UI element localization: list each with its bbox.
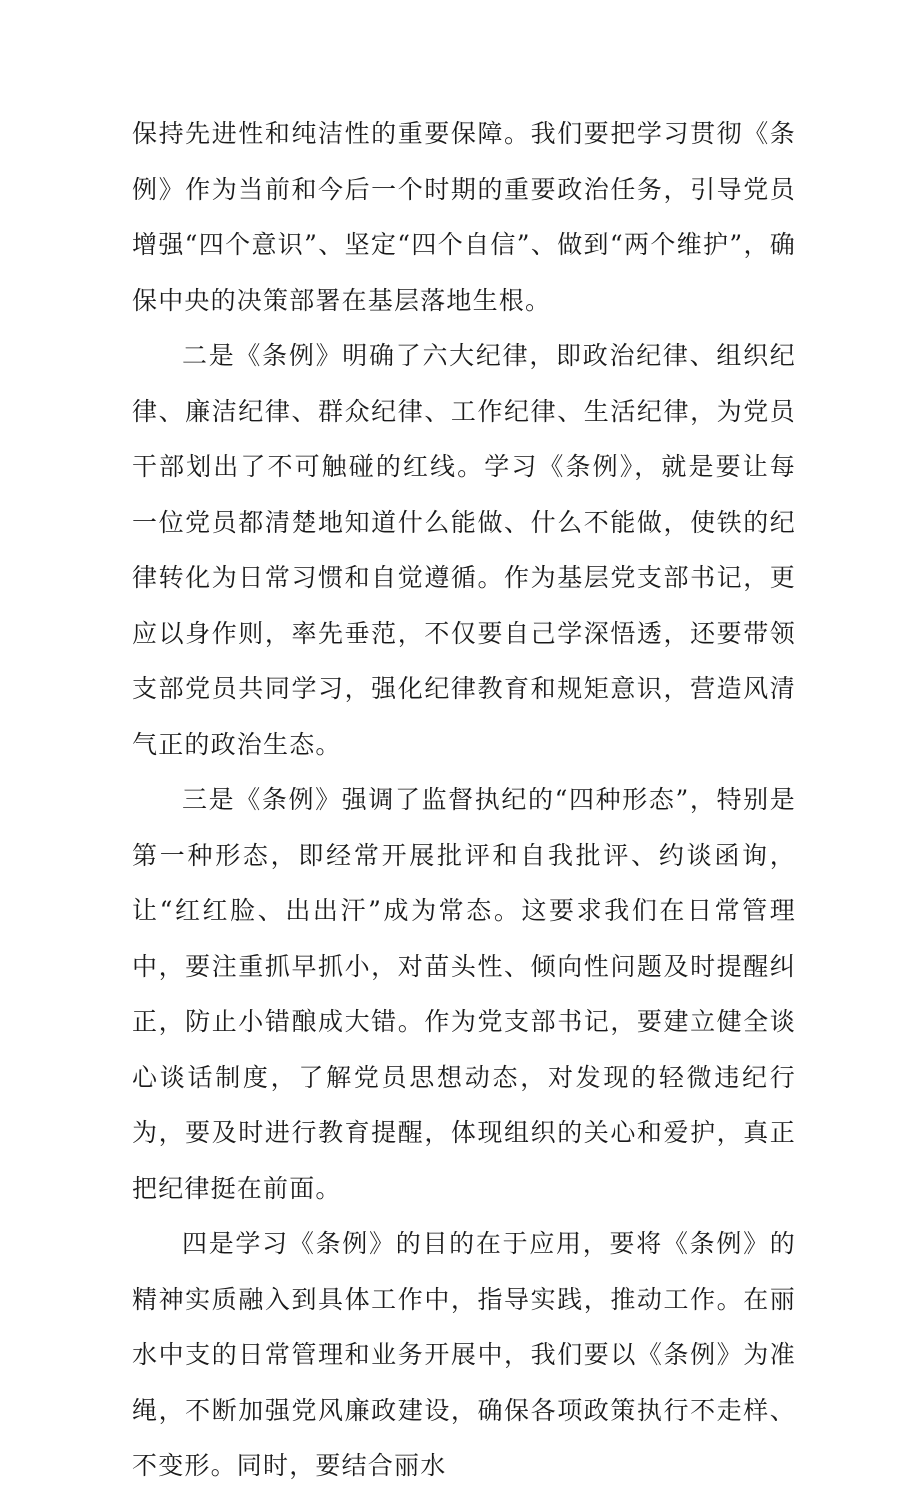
paragraph-3: 三是《条例》强调了监督执纪的“四种形态”，特别是第一种形态，即经常开展批评和自我批评、约谈函询，让“红红脸、出出汗”成为常态。这要求我们在日常管理中，要注重抓早抓小，对苗头性、倾向性问题及时提醒纠正，防止小错酿成大错。作为党支部书记，要建立健全谈心谈话制度，了解党员思想动态，对发现的轻微违纪行为，要及时进行教育提醒，体现组织的关心和爱护，真正把纪律挺在前面。 <box>132 785 796 1203</box>
paragraph-4: 四是学习《条例》的目的在于应用，要将《条例》的精神实质融入到具体工作中，指导实践，推动工作。在丽水中支的日常管理和业务开展中，我们要以《条例》为准绳，不断加强党风廉政建设，确保各项政策执行不走样、不变形。同时，要结合丽水 <box>132 1229 796 1480</box>
paragraph-1: 保持先进性和纯洁性的重要保障。我们要把学习贯彻《条例》作为当前和今后一个时期的重要政治任务，引导党员增强“四个意识”、坚定“四个自信”、做到“两个维护”，确保中央的决策部署在基层落地生根。 <box>132 119 796 315</box>
document-body <box>132 106 796 1494</box>
paragraph-2: 二是《条例》明确了六大纪律，即政治纪律、组织纪律、廉洁纪律、群众纪律、工作纪律、生活纪律，为党员干部划出了不可触碰的红线。学习《条例》，就是要让每一位党员都清楚地知道什么能做、什么不能做，使铁的纪律转化为日常习惯和自觉遵循。作为基层党支部书记，更应以身作则，率先垂范，不仅要自己学深悟透，还要带领支部党员共同学习，强化纪律教育和规矩意识，营造风清气正的政治生态。 <box>132 341 796 759</box>
